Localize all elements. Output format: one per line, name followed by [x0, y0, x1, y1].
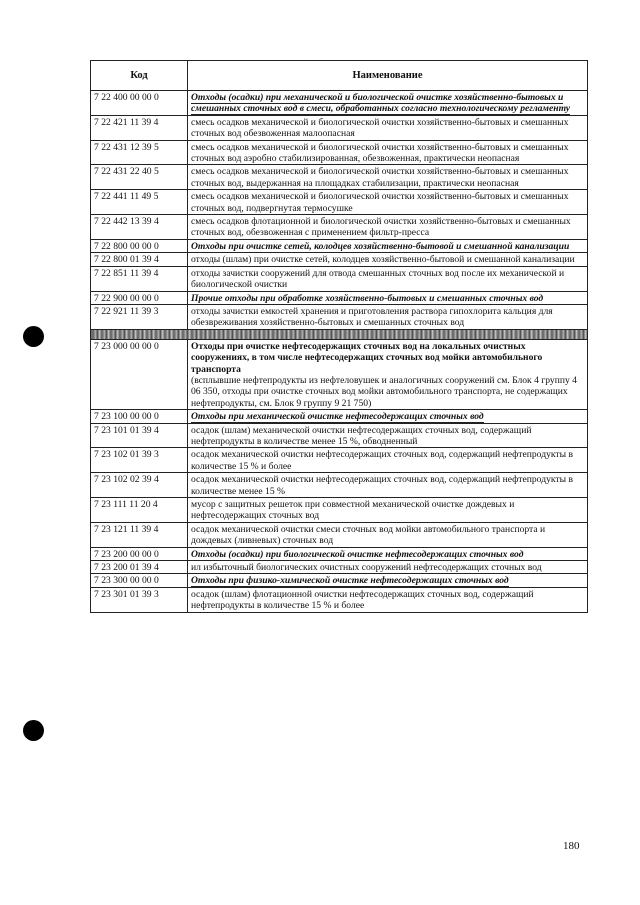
waste-name: смесь осадков механической и биологической очистки хозяйственно-бытовых и смешанных сточных вод, подвергнутая термосушке [188, 190, 588, 215]
waste-code: 7 22 421 11 39 4 [91, 115, 188, 140]
column-header-code: Код [91, 61, 188, 91]
scan-artifact-band [91, 329, 588, 339]
waste-name: смесь осадков механической и биологической очистки хозяйственно-бытовых и смешанных сточных вод аэробно стабилизированная, обезвоженная, практически неопасная [188, 140, 588, 165]
group-heading [188, 239, 588, 252]
table-body [91, 91, 588, 613]
waste-code: 7 22 431 12 39 5 [91, 140, 188, 165]
group-heading-text: Отходы при физико-химической очистке нефтесодержащих сточных вод [191, 575, 509, 587]
waste-name: осадок механической очистки нефтесодержащих сточных вод, содержащий нефтепродукты в количестве 15 % и более [188, 448, 588, 473]
section-note: (всплывшие нефтепродукты из нефтеловушек и аналогичных сооружений см. Блок 4 группу 4 06 350, отходы при очистке сточных вод мойки автомобильного транспорта, не содержащих нефтепродукты, см. Блок 9 группу 9 21 750) [191, 374, 577, 409]
waste-code: 7 22 800 01 39 4 [91, 253, 188, 266]
group-heading [188, 410, 588, 423]
page-number: 180 [563, 840, 580, 852]
group-heading [188, 547, 588, 560]
group-heading-text: Отходы (осадки) при биологической очистке нефтесодержащих сточных вод [191, 548, 524, 560]
table-row [91, 91, 588, 116]
waste-code: 7 22 442 13 39 4 [91, 215, 188, 240]
waste-code: 7 23 301 01 39 3 [91, 587, 188, 612]
punch-hole [23, 326, 44, 347]
punch-hole [23, 720, 44, 741]
waste-name: осадок механической очистки смеси сточных вод мойки автомобильного транспорта и дождевых (ливневых) сточных вод [188, 522, 588, 547]
waste-name: осадок (шлам) флотационной очистки нефтесодержащих сточных вод, содержащий нефтепродукты в количестве 15 % и более [188, 587, 588, 612]
column-header-name: Наименование [188, 61, 588, 91]
waste-code: 7 23 111 11 20 4 [91, 498, 188, 523]
table-row [91, 473, 588, 498]
waste-code: 7 23 100 00 00 0 [91, 410, 188, 423]
waste-name: ил избыточный биологических очистных сооружений нефтесодержащих сточных вод [188, 561, 588, 574]
waste-name: осадок механической очистки нефтесодержащих сточных вод, содержащий нефтепродукты в количестве менее 15 % [188, 473, 588, 498]
group-heading [188, 291, 588, 304]
table-row [91, 266, 588, 291]
group-heading-text: Отходы (осадки) при механической и биологической очистке хозяйственно-бытовых и смешанных сточных вод в смеси, обработанных согласно технологическому регламенту [191, 92, 571, 115]
waste-code: 7 23 200 00 00 0 [91, 547, 188, 560]
table-row [91, 215, 588, 240]
waste-name: отходы зачистки емкостей хранения и приготовления раствора гипохлорита кальция для обезвреживания хозяйственно-бытовых и смешанных сточных вод [188, 304, 588, 329]
table-row [91, 587, 588, 612]
table-row [91, 448, 588, 473]
section-heading [188, 339, 588, 409]
table-row [91, 190, 588, 215]
waste-classification-table [90, 60, 588, 613]
waste-code: 7 23 102 01 39 3 [91, 448, 188, 473]
group-heading-text: Отходы при механической очистке нефтесодержащих сточных вод [191, 411, 484, 423]
waste-code: 7 23 121 11 39 4 [91, 522, 188, 547]
table-row [91, 253, 588, 266]
group-heading-text: Прочие отходы при обработке хозяйственно-бытовых и смешанных сточных вод [191, 292, 544, 304]
table-row [91, 423, 588, 448]
waste-code: 7 22 800 00 00 0 [91, 239, 188, 252]
table-row [91, 291, 588, 304]
table-row [91, 239, 588, 252]
waste-name: осадок (шлам) механической очистки нефтесодержащих сточных вод, содержащий нефтепродукты в количестве менее 15 %, обводненный [188, 423, 588, 448]
table-row [91, 115, 588, 140]
table-row [91, 547, 588, 560]
waste-code: 7 22 900 00 00 0 [91, 291, 188, 304]
table-row [91, 498, 588, 523]
waste-code: 7 22 400 00 00 0 [91, 91, 188, 116]
group-heading [188, 574, 588, 587]
table-row [91, 561, 588, 574]
table-row [91, 574, 588, 587]
waste-name: отходы зачистки сооружений для отвода смешанных сточных вод после их механической и биологической очистки [188, 266, 588, 291]
table-row [91, 165, 588, 190]
waste-code: 7 23 101 01 39 4 [91, 423, 188, 448]
table-row [91, 522, 588, 547]
waste-code: 7 22 441 11 49 5 [91, 190, 188, 215]
table-row [91, 339, 588, 409]
waste-name: смесь осадков механической и биологической очистки хозяйственно-бытовых и смешанных сточных вод, выдержанная на площадках стабилизации, практически неопасная [188, 165, 588, 190]
table-row [91, 304, 588, 329]
waste-name: смесь осадков флотационной и биологической очистки хозяйственно-бытовых и смешанных сточных вод, обезвоженная с применением фильтр-пресса [188, 215, 588, 240]
group-heading [188, 91, 588, 116]
scan-artifact-cell [91, 329, 588, 339]
waste-code: 7 22 851 11 39 4 [91, 266, 188, 291]
section-heading-text: Отходы при очистке нефтесодержащих сточных вод на локальных очистных сооружениях, в том числе нефтесодержащих сточных вод мойки автомобильного транспорта [191, 340, 543, 375]
waste-code: 7 23 000 00 00 0 [91, 339, 188, 409]
waste-code: 7 22 921 11 39 3 [91, 304, 188, 329]
table-header-row [91, 61, 588, 91]
waste-code: 7 22 431 22 40 5 [91, 165, 188, 190]
waste-code: 7 23 102 02 39 4 [91, 473, 188, 498]
waste-name: смесь осадков механической и биологической очистки хозяйственно-бытовых и смешанных сточных вод обезвоженная малоопасная [188, 115, 588, 140]
waste-code: 7 23 200 01 39 4 [91, 561, 188, 574]
group-heading-text: Отходы при очистке сетей, колодцев хозяйственно-бытовой и смешанной канализации [191, 240, 570, 252]
waste-code: 7 23 300 00 00 0 [91, 574, 188, 587]
waste-name: отходы (шлам) при очистке сетей, колодцев хозяйственно-бытовой и смешанной канализации [188, 253, 588, 266]
table-row [91, 410, 588, 423]
table-row [91, 140, 588, 165]
waste-name: мусор с защитных решеток при совместной механической очистке дождевых и нефтесодержащих сточных вод [188, 498, 588, 523]
